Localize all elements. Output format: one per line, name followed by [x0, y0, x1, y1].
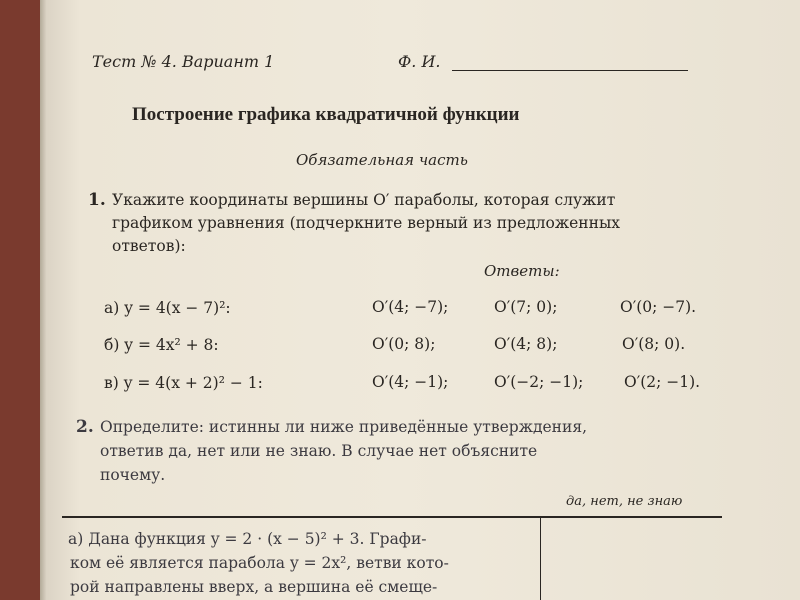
answer-option[interactable]: O′(4; −1); [372, 373, 449, 391]
answer-option[interactable]: O′(4; −7); [372, 298, 449, 316]
question-1-line: Укажите координаты вершины O′ параболы, которая служит [112, 191, 616, 209]
question-2-line: почему. [100, 466, 166, 484]
name-field-line [452, 70, 688, 71]
answer-option[interactable]: O′(2; −1). [624, 373, 701, 391]
answer-option[interactable]: O′(8; 0). [622, 335, 686, 353]
question-2-number: 2. [76, 417, 94, 437]
answers-header: Ответы: [484, 262, 560, 280]
test-variant-label: Тест № 4. Вариант 1 [92, 52, 275, 71]
statement-a-line: а) Дана функция y = 2 · (x − 5)² + 3. Графи- [68, 530, 427, 548]
statement-a-line: ком её является парабола y = 2x², ветви кото- [70, 554, 449, 572]
answer-option[interactable]: O′(0; 8); [372, 335, 436, 353]
answer-option[interactable]: O′(4; 8); [494, 335, 558, 353]
page-title: Построение графика квадратичной функции [132, 104, 520, 125]
question-1-line: ответов): [112, 237, 186, 255]
answer-option[interactable]: O′(7; 0); [494, 298, 558, 316]
equation-b: б) y = 4x² + 8: [104, 336, 219, 354]
statement-a-line: рой направлены вверх, а вершина её смеще- [70, 578, 438, 596]
question-2-line: ответив да, нет или не знаю. В случае нет объясните [100, 442, 538, 460]
answer-option[interactable]: O′(−2; −1); [494, 373, 584, 391]
name-field-label: Ф. И. [398, 52, 441, 71]
answer-column-header: да, нет, не знаю [566, 494, 683, 509]
question-1-number: 1. [88, 190, 106, 210]
equation-a: а) y = 4(x − 7)²: [104, 299, 231, 317]
page-binding-edge [40, 0, 46, 600]
question-1-line: графиком уравнения (подчеркните верный из предложенных [112, 214, 621, 232]
table-top-rule [62, 516, 722, 518]
answer-option[interactable]: O′(0; −7). [620, 298, 697, 316]
question-2-line: Определите: истинны ли ниже приведённые утверждения, [100, 418, 588, 436]
table-column-divider [540, 516, 541, 600]
equation-c: в) y = 4(x + 2)² − 1: [104, 374, 263, 392]
section-subtitle: Обязательная часть [296, 151, 468, 169]
